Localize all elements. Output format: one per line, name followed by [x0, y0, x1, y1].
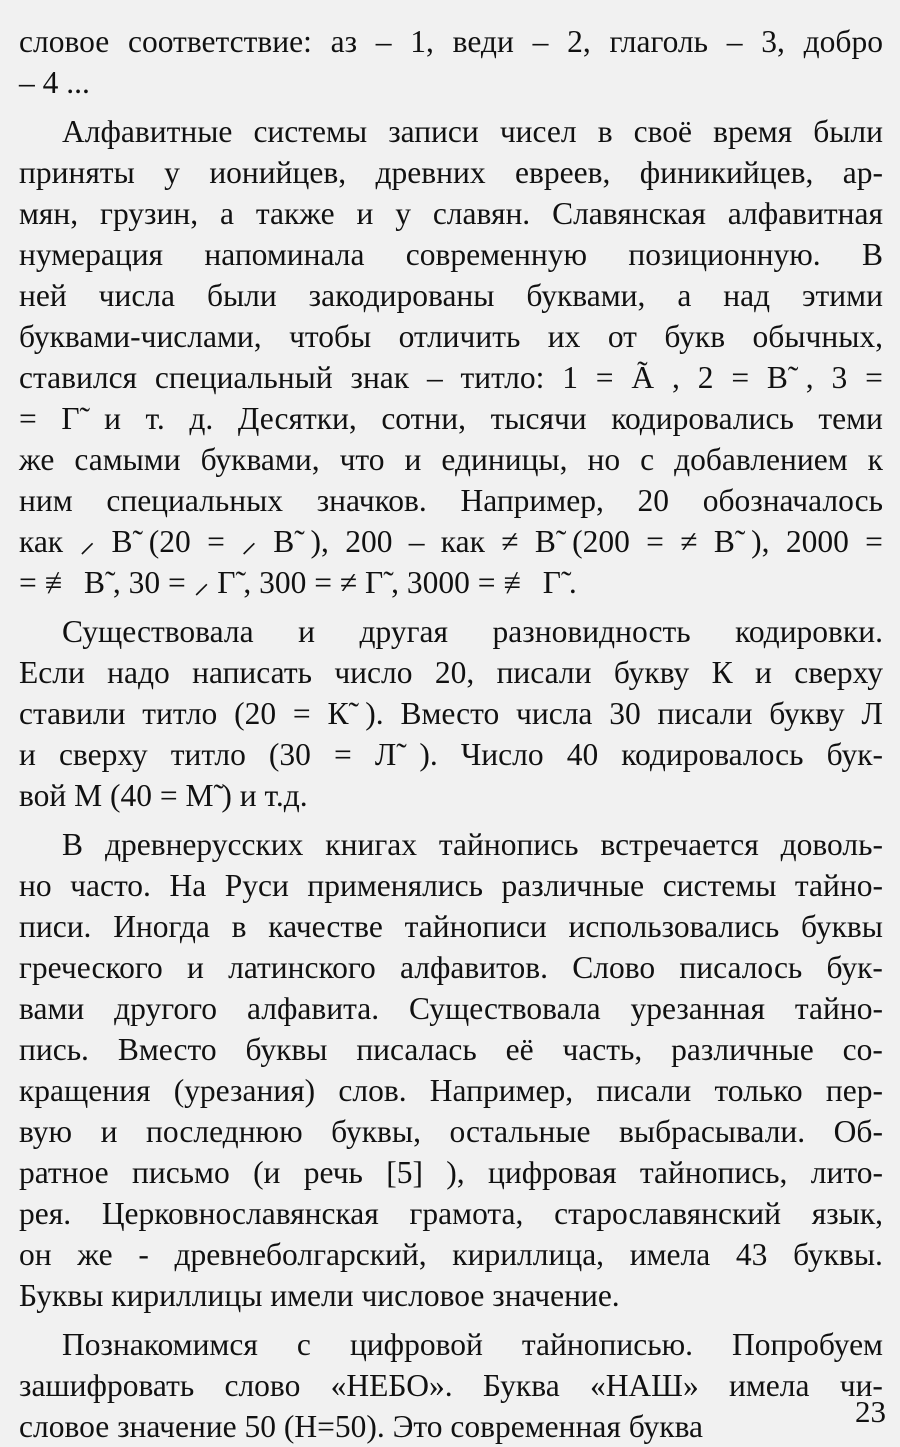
body-text — [19, 21, 883, 1447]
text-line: В древнерусских книгах тайнопись встречается доволь- — [62, 827, 883, 862]
text-line: Познакомимся с цифровой тайнописью. Попробуем — [62, 1327, 883, 1362]
text-line: ней числа были закодированы буквами, а над этими — [19, 278, 883, 313]
text-line: = Г̃ и т. д. Десятки, сотни, тысячи кодировались теми — [19, 401, 883, 436]
text-line: мян, грузин, а также и у славян. Славянская алфавитная — [19, 196, 883, 231]
text-line: но часто. На Руси применялись различные системы тайно- — [19, 868, 883, 903]
paragraph — [19, 824, 883, 1316]
text-line: пись. Вместо буквы писалась её часть, различные со- — [19, 1032, 883, 1067]
text-line: рея. Церковнославянская грамота, старославянский язык, — [19, 1196, 883, 1231]
text-line: ним специальных значков. Например, 20 обозначалось — [19, 483, 883, 518]
text-line: и сверху титло (30 = Л̃ ). Число 40 кодировалось бук- — [19, 737, 883, 772]
text-line: вую и последнюю буквы, остальные выбрасывали. Об- — [19, 1114, 883, 1149]
text-line: ставился специальный знак – титло: 1 = Ã , 2 = В̃ , 3 = — [19, 360, 883, 395]
text-line: ратное письмо (и речь [5] ), цифровая тайнопись, лито- — [19, 1155, 883, 1190]
paragraph — [19, 21, 883, 103]
text-line: вой М (40 = М̃ ) и т.д. — [19, 778, 308, 813]
paragraph-gap — [19, 103, 883, 111]
text-line: словое значение 50 (Н=50). Это современная буква — [19, 1409, 704, 1444]
page-number: 23 — [855, 1394, 886, 1429]
text-line: кращения (урезания) слов. Например, писали только пер- — [19, 1073, 883, 1108]
paragraph — [19, 611, 883, 816]
text-line: нумерация напоминала современную позиционную. В — [19, 237, 883, 272]
text-line: приняты у ионийцев, древних евреев, финикийцев, ар- — [19, 155, 883, 190]
text-line: буквами-числами, чтобы отличить их от букв обычных, — [19, 319, 883, 354]
text-line: Буквы кириллицы имели числовое значение. — [19, 1278, 620, 1313]
paragraph-gap — [19, 1316, 883, 1324]
text-line: Существовала и другая разновидность кодировки. — [62, 614, 883, 649]
paragraph-gap — [19, 603, 883, 611]
text-line: Если надо написать число 20, писали букву К и сверху — [19, 655, 883, 690]
text-line: словое соответствие: аз – 1, веди – 2, глаголь – 3, добро — [19, 24, 883, 59]
text-line: писи. Иногда в качестве тайнописи использовались буквы — [19, 909, 883, 944]
text-line: греческого и латинского алфавитов. Слово писалось бук- — [19, 950, 883, 985]
text-line: Алфавитные системы записи чисел в своё время были — [62, 114, 883, 149]
text-line: = ≢ В̃ , 30 = ⸝ Г̃ , 300 = ≠ Г̃ , 3000 = ≢ Г̃ . — [19, 565, 577, 600]
text-line: – 4 ... — [19, 65, 90, 100]
paragraph-gap — [19, 816, 883, 824]
paragraph — [19, 111, 883, 603]
paragraph — [19, 1324, 883, 1447]
text-line: зашифровать слово «НЕБО». Буква «НАШ» имела чи- — [19, 1368, 883, 1403]
text-line: ставили титло (20 = К̃ ). Вместо числа 30 писали букву Л — [19, 696, 883, 731]
text-line: он же - древнеболгарский, кириллица, имела 43 буквы. — [19, 1237, 883, 1272]
text-line: как ⸝ В̃ (20 = ⸝ В̃ ), 200 – как ≠ В̃ (200 = ≠ В̃ ), 2000 = — [19, 524, 883, 559]
text-line: вами другого алфавита. Существовала урезанная тайно- — [19, 991, 883, 1026]
text-line: же самыми буквами, что и единицы, но с добавлением к — [19, 442, 883, 477]
